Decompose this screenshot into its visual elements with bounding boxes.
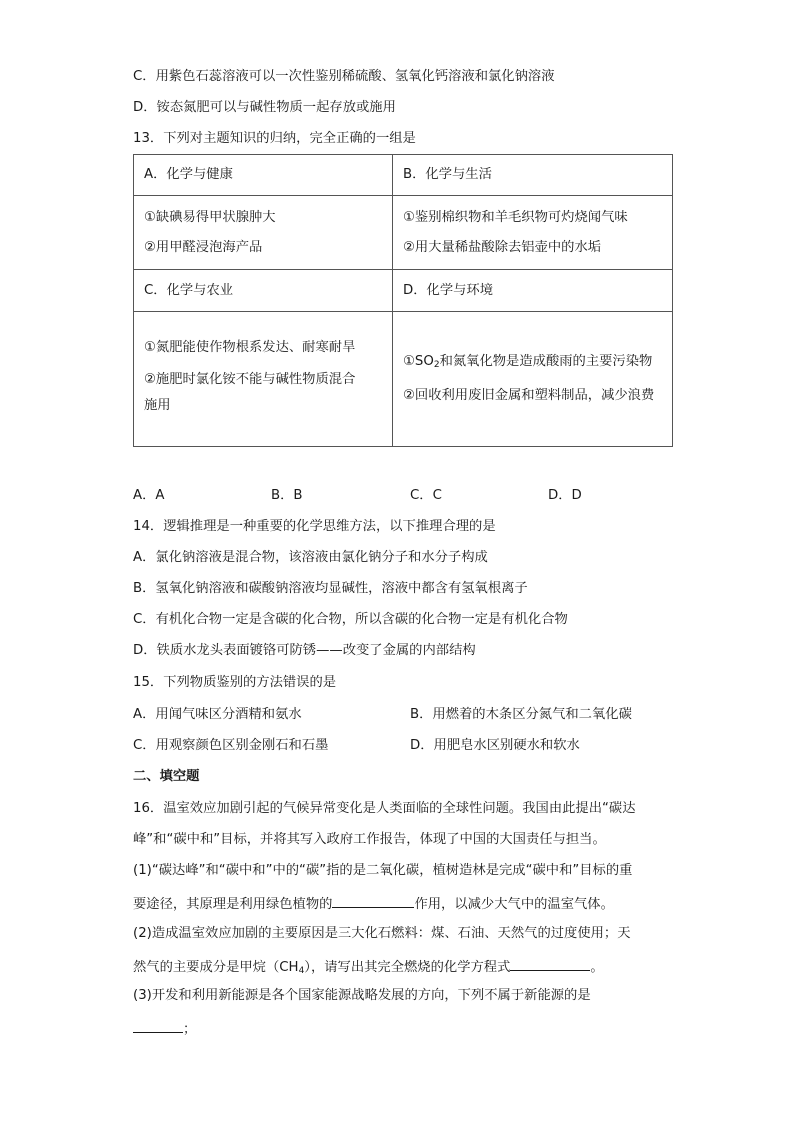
q13-header-a: A．化学与健康 [134, 155, 393, 196]
q13-cell-a [134, 196, 393, 270]
q13-stem: 13．下列对主题知识的归纳，完全正确的一组是 [133, 131, 416, 146]
q16-intro-line-1: 16．温室效应加剧引起的气候异常变化是人类面临的全球性问题。我国由此提出“碳达 [133, 801, 636, 816]
q13-a-item-1: ①缺碘易得甲状腺肿大 [144, 209, 276, 225]
q13-table [133, 154, 673, 447]
q13-answer-a: A．A [133, 488, 165, 503]
q13-answer-b: B．B [271, 488, 303, 503]
q13-cell-c [134, 312, 393, 447]
section-heading: 二、填空题 [133, 769, 200, 784]
q12-option-c: C．用紫色石蕊溶液可以一次性鉴别稀硫酸、氢氧化钙溶液和氯化钠溶液 [133, 69, 555, 84]
q15-stem: 15．下列物质鉴别的方法错误的是 [133, 675, 337, 690]
answer-blank[interactable] [332, 893, 414, 908]
q15-option-a: A．用闻气味区分酒精和氨水 [133, 707, 302, 722]
q16-part1-line-2: 要途径，其原理是利用绿色植物的 作用，以减少大气中的温室气体。 [133, 893, 614, 914]
q13-header-b: B．化学与生活 [393, 155, 673, 196]
q13-b-item-1: ①鉴别棉织物和羊毛织物可灼烧闻气味 [403, 209, 628, 225]
q13-answer-options [133, 487, 673, 505]
q16-part1-line-1: (1)“碳达峰”和“碳中和”中的“碳”指的是二氧化碳，植树造林是完成“碳中和”目标的重 [133, 863, 633, 878]
q14-stem: 14．逻辑推理是一种重要的化学思维方法，以下推理合理的是 [133, 519, 496, 534]
q13-a-item-2: ②用甲醛浸泡海产品 [144, 239, 263, 255]
q13-d-item-2: ②回收利用废旧金属和塑料制品，减少浪费 [403, 388, 655, 403]
q13-d-item-1: $①SO_2$和氮氧化物是造成酸雨的主要污染物 [403, 354, 653, 370]
q16-intro-line-2: 峰”和“碳中和”目标，并将其写入政府工作报告，体现了中国的大国责任与担当。 [133, 832, 606, 847]
answer-blank[interactable] [510, 956, 590, 971]
q14-option-b: B．氢氧化钠溶液和碳酸钠溶液均显碱性，溶液中都含有氢氧根离子 [133, 581, 528, 596]
q13-answer-d: D．D [548, 488, 582, 503]
q16-part3-line-2: ； [133, 1018, 196, 1039]
q13-cell-d [393, 312, 673, 447]
q15-row-2 [133, 737, 673, 755]
q16-part3-line-1: (3)开发和利用新能源是各个国家能源战略发展的方向，下列不属于新能源的是 [133, 988, 591, 1003]
q13-b-item-2: ②用大量稀盐酸除去铝壶中的水垢 [403, 239, 602, 255]
q13-cell-b [393, 196, 673, 270]
q15-row-1 [133, 706, 673, 724]
q13-c-item-1: ①氮肥能使作物根系发达、耐寒耐旱 [144, 340, 356, 355]
q15-option-c: C．用观察颜色区别金刚石和石墨 [133, 738, 329, 753]
q14-option-a: A．氯化钠溶液是混合物，该溶液由氯化钠分子和水分子构成 [133, 550, 488, 565]
q13-header-c: C．化学与农业 [134, 270, 393, 312]
q16-part2-line-1: (2)造成温室效应加剧的主要原因是三大化石燃料：煤、石油、天然气的过度使用；天 [133, 926, 631, 941]
q14-option-d: D．铁质水龙头表面镀铬可防锈——改变了金属的内部结构 [133, 643, 476, 658]
q14-option-c: C．有机化合物一定是含碳的化合物，所以含碳的化合物一定是有机化合物 [133, 612, 568, 627]
q13-answer-c: C．C [410, 488, 442, 503]
answer-blank[interactable] [133, 1018, 183, 1033]
q16-part2-line-2: 然气的主要成分是甲烷$(CH_4)$，请写出其完全燃烧的化学方程式 。 [133, 956, 604, 977]
q13-c-item-2: ②施肥时氯化铵不能与碱性物质混合施用 [144, 372, 356, 413]
q15-option-d: D．用肥皂水区别硬水和软水 [410, 738, 580, 753]
q13-header-d: D．化学与环境 [393, 270, 673, 312]
q15-option-b: B．用燃着的木条区分氮气和二氧化碳 [410, 707, 632, 722]
q12-option-d: D．铵态氮肥可以与碱性物质一起存放或施用 [133, 100, 396, 115]
